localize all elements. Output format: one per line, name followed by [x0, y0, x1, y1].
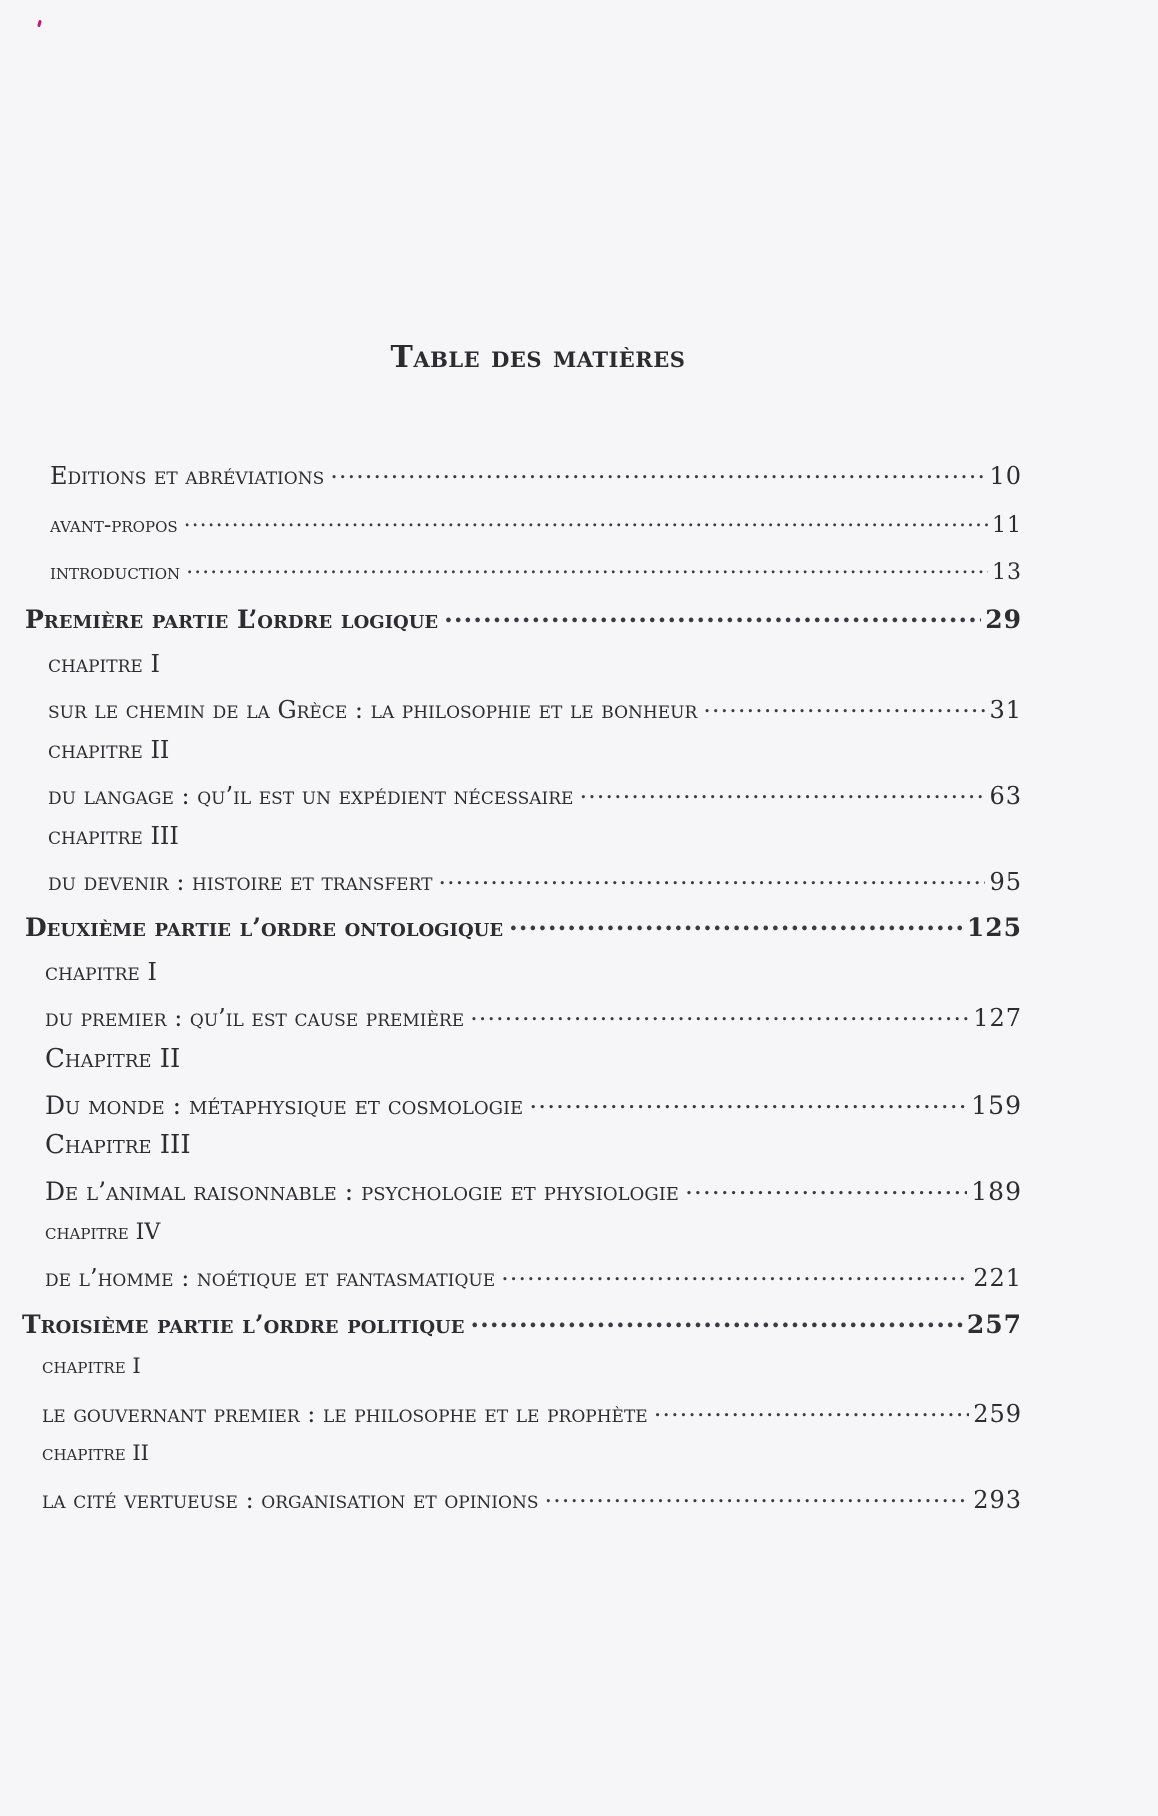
- toc-chapter-heading: chapitre I: [45, 958, 157, 986]
- toc-page-number: 13: [992, 560, 1022, 586]
- toc-page-number: 259: [973, 1400, 1022, 1429]
- toc-chapter-heading: chapitre I: [42, 1354, 141, 1378]
- leader-dots: [579, 778, 985, 804]
- toc-entry-label: du premier : qu’il est cause première: [45, 1004, 465, 1033]
- leader-dots: [470, 1305, 962, 1333]
- toc-part-one[interactable]: [25, 600, 1022, 634]
- toc-entry-editions[interactable]: [50, 458, 1022, 490]
- toc-page-number: 221: [973, 1264, 1022, 1293]
- leader-dots: [509, 908, 963, 936]
- toc-entry-devenir[interactable]: [48, 864, 1022, 896]
- toc-page-number: 10: [989, 462, 1022, 491]
- toc-entry-label: sur le chemin de la Grèce : la philosophie et le bonheur: [48, 696, 698, 725]
- toc-entry-avant-propos[interactable]: [50, 508, 1022, 538]
- leader-dots: [470, 1000, 969, 1026]
- toc-entry-label: Editions et abréviations: [50, 462, 325, 491]
- page-title: Table des matières: [390, 340, 686, 375]
- toc-entry-animal-raisonnable[interactable]: [45, 1172, 1022, 1206]
- leader-dots: [184, 508, 988, 532]
- toc-entry-label: la cité vertueuse : organisation et opinions: [42, 1486, 539, 1515]
- leader-dots: [186, 555, 988, 579]
- leader-dots: [654, 1396, 969, 1422]
- leader-dots: [501, 1260, 969, 1286]
- toc-part-two[interactable]: [25, 908, 1022, 942]
- toc-page-number: 293: [973, 1486, 1022, 1515]
- toc-entry-label: de l’homme : noétique et fantasmatique: [45, 1264, 496, 1293]
- toc-chapter-heading: chapitre I: [48, 650, 160, 678]
- toc-page-number: 31: [989, 696, 1022, 725]
- toc-entry-chemin-grece[interactable]: [48, 692, 1022, 724]
- toc-chapter-heading: chapitre II: [48, 736, 170, 764]
- toc-chapter-heading: Chapitre III: [45, 1130, 191, 1160]
- toc-entry-langage[interactable]: [48, 778, 1022, 810]
- toc-page-number: 11: [992, 513, 1022, 539]
- toc-part-three[interactable]: [22, 1305, 1022, 1339]
- toc-page-number: 125: [966, 912, 1022, 942]
- leader-dots: [685, 1172, 967, 1200]
- toc-chapter-heading: chapitre II: [42, 1441, 149, 1465]
- toc-entry-monde[interactable]: [45, 1086, 1022, 1120]
- toc-chapter-heading: chapitre III: [48, 822, 179, 850]
- leader-dots: [544, 1482, 969, 1508]
- toc-entry-homme[interactable]: [45, 1260, 1022, 1292]
- toc-entry-label: du langage : qu’il est un expédient nécessaire: [48, 782, 574, 811]
- toc-chapter-heading: Chapitre II: [45, 1044, 181, 1074]
- toc-part-label: Troisième partie l’ordre politique: [22, 1309, 465, 1339]
- toc-entry-label: Du monde : métaphysique et cosmologie: [45, 1090, 524, 1120]
- toc-entry-label: introduction: [50, 560, 181, 586]
- toc-page-number: 63: [989, 782, 1022, 811]
- toc-chapter-heading: chapitre IV: [45, 1220, 161, 1245]
- toc-entry-introduction[interactable]: [50, 555, 1022, 585]
- toc-entry-label: du devenir : histoire et transfert: [48, 868, 433, 897]
- leader-dots: [703, 692, 985, 718]
- toc-part-label: Deuxième partie l’ordre ontologique: [25, 912, 504, 942]
- toc-page-number: 29: [985, 604, 1022, 634]
- leader-dots: [438, 864, 985, 890]
- toc-page-number: 95: [989, 868, 1022, 897]
- toc-page-number: 159: [971, 1090, 1022, 1120]
- toc-page-number: 257: [966, 1309, 1022, 1339]
- toc-page-number: 189: [971, 1176, 1022, 1206]
- toc-entry-premier[interactable]: [45, 1000, 1022, 1032]
- toc-entry-label: De l’animal raisonnable : psychologie et physiologie: [45, 1176, 679, 1206]
- leader-dots: [444, 600, 981, 628]
- leader-dots: [529, 1086, 967, 1114]
- toc-page-number: 127: [973, 1004, 1022, 1033]
- toc-entry-gouvernant[interactable]: [42, 1396, 1022, 1428]
- toc-entry-label: avant-propos: [50, 513, 178, 539]
- toc-entry-cite-vertueuse[interactable]: [42, 1482, 1022, 1514]
- toc-part-label: Première partie L’ordre logique: [25, 604, 439, 634]
- toc-entry-label: le gouvernant premier : le philosophe et le prophète: [42, 1400, 648, 1429]
- leader-dots: [330, 458, 985, 484]
